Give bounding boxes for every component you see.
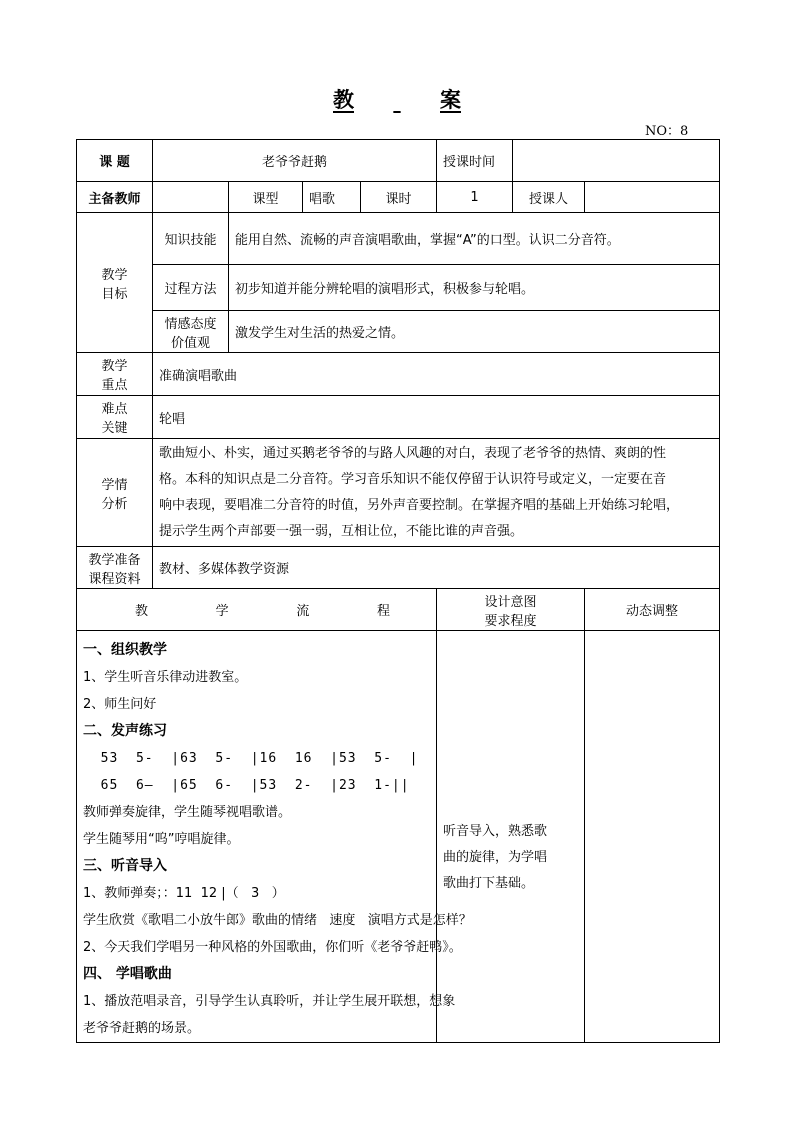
difficulty-text: 轮唱 (153, 396, 720, 439)
topic-label: 课 题 (77, 140, 153, 182)
teaching-process (77, 631, 472, 1043)
teacher-label: 主备教师 (77, 182, 153, 213)
topic-row (77, 140, 720, 182)
document-number: NO：8 (645, 124, 689, 139)
difficulty-row (77, 396, 720, 439)
notation-line: 65 6— |65 6- |53 2- |23 1-|| (83, 778, 410, 793)
title-left: 教 (333, 87, 354, 112)
notation-line: 53 5- |63 5- |16 16 |53 5- | (83, 751, 419, 766)
dynamic-adjustment (585, 631, 720, 1043)
process-line: 1、学生听音乐律动进教室。 (83, 670, 248, 685)
prep-label: 教学准备 课程资料 (77, 547, 153, 589)
adjust-header: 动态调整 (585, 589, 720, 631)
time-value (513, 140, 720, 182)
objective-text-process: 初步知道并能分辨轮唱的演唱形式，积极参与轮唱。 (229, 265, 720, 311)
title-gap (354, 87, 440, 112)
analysis-row (77, 439, 720, 547)
hours-label: 课时 (361, 182, 437, 213)
process-line: 学生随琴用“呜”哼唱旋律。 (83, 832, 240, 847)
process-line: 学生欣赏《歌唱二小放牛郎》歌曲的情绪 速度 演唱方式是怎样？ (83, 913, 472, 928)
process-line: 老爷爷赶鹅的场景。 (83, 1021, 201, 1036)
teacher-row (77, 182, 720, 213)
process-line: 2、今天我们学唱另一种风格的外国歌曲，你们听《老爷爷赶鸭》。 (83, 940, 462, 955)
analysis-line: 格。本科的知识点是二分音符。学习音乐知识不能仅停留于认识符号或定义，一定要在音 (159, 471, 667, 487)
page-title (0, 84, 794, 114)
time-label: 授课时间 (437, 140, 513, 182)
prep-text: 教材、多媒体教学资源 (153, 547, 720, 589)
section-heading: 三、听音导入 (83, 858, 167, 874)
type-label: 课型 (229, 182, 303, 213)
objective-row-process (77, 265, 720, 311)
flow-header-char: 学 (215, 604, 229, 619)
process-row (77, 631, 720, 1043)
flow-header (77, 589, 437, 631)
analysis-text (153, 439, 720, 547)
focus-text: 准确演唱歌曲 (153, 353, 720, 396)
analysis-label: 学情 分析 (77, 439, 153, 547)
objective-label-emotion: 情感态度 价值观 (153, 311, 229, 353)
focus-row (77, 353, 720, 396)
intent-header: 设计意图 要求程度 (437, 589, 585, 631)
topic-value: 老爷爷赶鹅 (153, 140, 437, 182)
design-intent: 听音导入，熟悉歌 曲的旋律，为学唱 歌曲打下基础。 (437, 631, 585, 1043)
process-line: 2、师生问好 (83, 697, 157, 712)
process-line: 教师弹奏旋律，学生随琴视唱歌谱。 (83, 805, 292, 820)
difficulty-label: 难点 关键 (77, 396, 153, 439)
section-heading: 四、 学唱歌曲 (83, 966, 172, 982)
objective-row-emotion (77, 311, 720, 353)
lesson-plan-table (76, 139, 720, 1043)
flow-header-char: 教 (135, 604, 149, 619)
analysis-line: 响中表现，要唱准二分音符的时值，另外声音要控制。在掌握齐唱的基础上开始练习轮唱， (159, 497, 680, 513)
prep-row (77, 547, 720, 589)
analysis-line: 歌曲短小、朴实，通过买鹅老爷爷的与路人风趣的对白，表现了老爷爷的热情、爽朗的性 (159, 445, 667, 461)
process-line: 1、教师弹奏；：11 12 |（ 3 ） (83, 886, 285, 901)
objective-text-knowledge: 能用自然、流畅的声音演唱歌曲，掌握“A”的口型。认识二分音符。 (229, 213, 720, 265)
objective-label-knowledge: 知识技能 (153, 213, 229, 265)
flow-header-row (77, 589, 720, 631)
type-value: 唱歌 (303, 182, 361, 213)
flow-header-char: 流 (296, 604, 310, 619)
lecturer-value (585, 182, 720, 213)
analysis-line: 提示学生两个声部要一强一弱，互相让位，不能比谁的声音强。 (159, 523, 524, 539)
lecturer-label: 授课人 (513, 182, 585, 213)
flow-header-char: 程 (376, 604, 390, 619)
hours-value: 1 (437, 182, 513, 213)
section-heading: 一、组织教学 (83, 642, 167, 658)
teacher-value (153, 182, 229, 213)
title-right: 案 (440, 87, 461, 112)
objective-label-process: 过程方法 (153, 265, 229, 311)
section-heading: 二、发声练习 (83, 723, 167, 739)
objective-text-emotion: 激发学生对生活的热爱之情。 (229, 311, 720, 353)
focus-label: 教学 重点 (77, 353, 153, 396)
objective-row-knowledge (77, 213, 720, 265)
objectives-label: 教学 目标 (77, 213, 153, 353)
process-line: 1、播放范唱录音，引导学生认真聆听，并让学生展开联想，想象 (83, 994, 456, 1009)
